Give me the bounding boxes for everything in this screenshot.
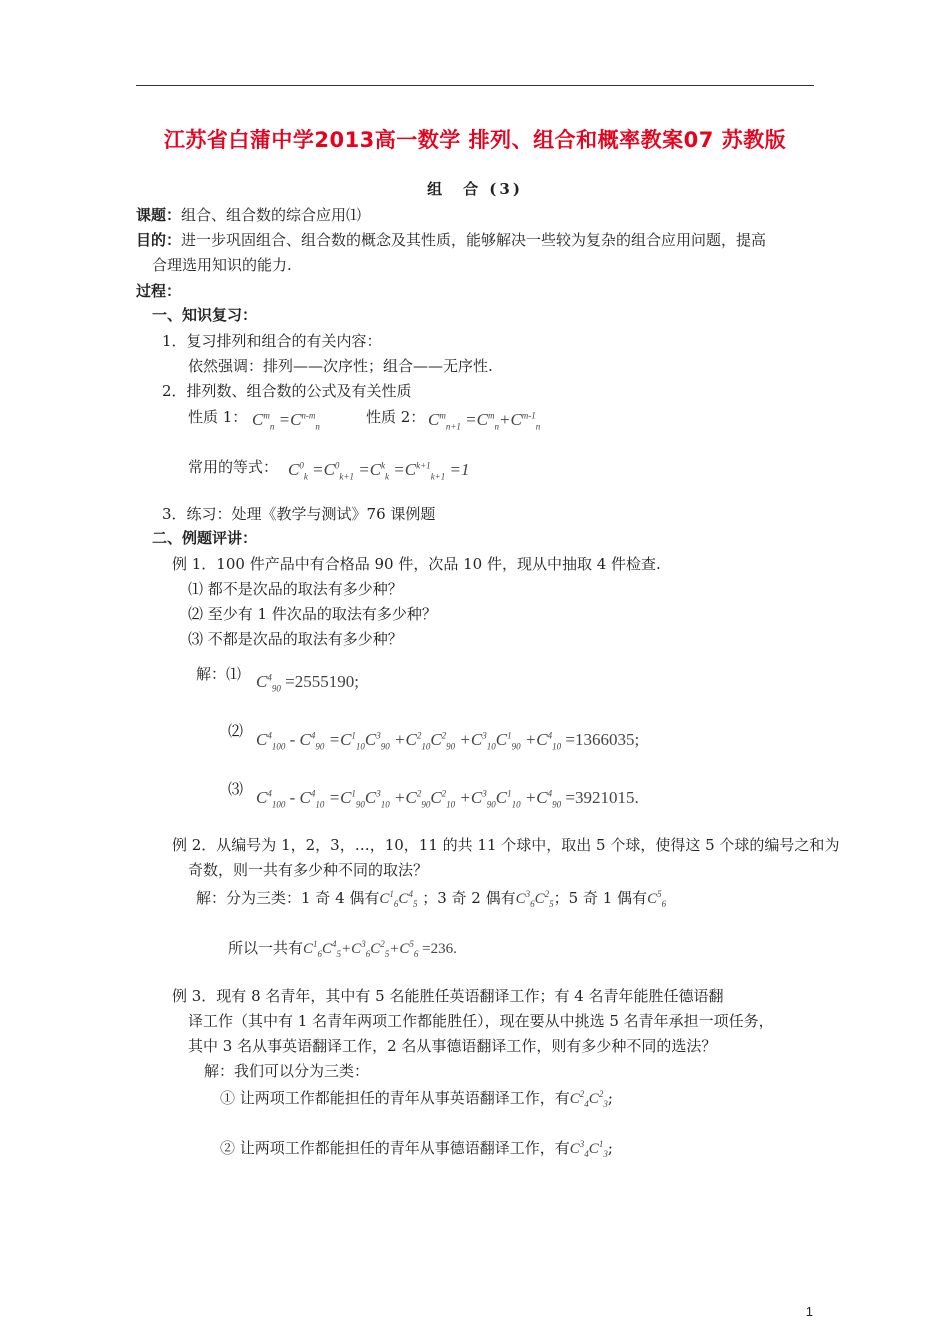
goal-label: 目的： — [136, 231, 182, 249]
example-1-answer-3: $C^4_{100} - C^4_{10} =C^1_{90}C^3_{10} +C^2_{90}C^2_{10} +C^3_{90}C^1_{10} +C^4_{90} =3921015$. — [256, 788, 639, 810]
property-1-formula: $C^m_n =C^{n-m}_n$ — [252, 410, 320, 432]
process-label: 过程： — [136, 282, 182, 300]
header-rule — [136, 85, 814, 86]
section-2-heading: 二、例题评讲： — [152, 529, 258, 547]
example-1-solution-label-3: ⑶ — [228, 780, 244, 798]
goal-text-2: 合理选用知识的能力. — [152, 256, 292, 274]
lesson-subtitle: 组 合 (3) — [427, 180, 523, 198]
example-1-question-1: ⑴ 都不是次品的取法有多少种？ — [188, 580, 403, 598]
topic-line — [136, 204, 361, 225]
document-title: 江苏省白蒲中学2013高一数学 排列、组合和概率教案07 苏教版 — [163, 128, 787, 152]
topic-label: 课题： — [136, 206, 182, 224]
common-identities-formula: $C^0_k =C^0_{k+1} =C^k_k =C^{k+1}_{k+1} =1$ — [288, 460, 470, 482]
example-2-statement-2: 奇数，则一共有多少种不同的取法？ — [188, 861, 429, 879]
topic-text: 组合、组合数的综合应用⑴ — [181, 206, 362, 224]
section-1-heading: 一、知识复习： — [152, 306, 258, 324]
common-identities-label: 常用的等式： — [188, 458, 279, 476]
example-2-total: 所以一共有$C^1_6C^4_5+C^3_6C^2_5+C^5_6 =236$. — [228, 939, 457, 959]
section-1-item-1-sub: 依然强调：排列——次序性；组合——无序性. — [188, 357, 493, 375]
property-1-label: 性质 1： — [188, 408, 248, 426]
example-3-case-2: ② 让两项工作都能担任的青年从事德语翻译工作，有$C^3_4C^1_3$; — [220, 1139, 613, 1159]
example-1-solution-label-2: ⑵ — [228, 722, 244, 740]
example-1-answer-2: $C^4_{100} - C^4_{90} =C^1_{10}C^3_{90} +C^2_{10}C^2_{90} +C^3_{10}C^1_{90} +C^4_{10} =1366035$; — [256, 730, 640, 752]
example-2-statement-1: 例 2．从编号为 1，2，3，…，10，11 的共 11 个球中，取出 5 个球，使得这 5 个球的编号之和为 — [172, 836, 840, 854]
property-2-label: 性质 2： — [366, 408, 426, 426]
example-3-statement-1: 例 3．现有 8 名青年，其中有 5 名能胜任英语翻译工作；有 4 名青年能胜任德语翻 — [172, 987, 724, 1005]
section-1-item-1: 1．复习排列和组合的有关内容： — [162, 332, 382, 350]
example-3-case-1: ① 让两项工作都能担任的青年从事英语翻译工作，有$C^2_4C^2_3$; — [220, 1089, 613, 1109]
goal-line-1 — [136, 229, 766, 250]
example-1-solution-label-1: 解：⑴ — [196, 665, 242, 683]
example-1-answer-1: $C^4_{90} =2555190$; — [256, 672, 359, 694]
property-2-formula: $C^m_{n+1} =C^m_n+C^{m-1}_n$ — [428, 410, 541, 432]
example-3-statement-3: 其中 3 名从事英语翻译工作，2 名从事德语翻译工作，则有多少种不同的选法？ — [188, 1037, 717, 1055]
example-3-solution: 解：我们可以分为三类： — [204, 1062, 370, 1080]
example-1-question-3: ⑶ 不都是次品的取法有多少种？ — [188, 630, 403, 648]
section-1-item-2: 2．排列数、组合数的公式及有关性质 — [162, 382, 412, 400]
goal-text-1: 进一步巩固组合、组合数的概念及其性质，能够解决一些较为复杂的组合应用问题，提高 — [181, 231, 767, 249]
example-3-statement-2: 译工作（其中有 1 名青年两项工作都能胜任），现在要从中挑选 5 名青年承担一项任务， — [188, 1012, 774, 1030]
example-2-solution: 解：分为三类：1 奇 4 偶有$C^1_6C^4_5$ ；3 奇 2 偶有$C^3_6C^2_5$；5 奇 1 偶有$C^5_6$ — [196, 889, 667, 909]
section-1-item-3: 3．练习：处理《教学与测试》76 课例题 — [162, 505, 436, 523]
page-number: 1 — [805, 1304, 813, 1319]
example-1-statement: 例 1．100 件产品中有合格品 90 件，次品 10 件，现从中抽取 4 件检查. — [172, 555, 661, 573]
example-1-question-2: ⑵ 至少有 1 件次品的取法有多少种？ — [188, 605, 437, 623]
